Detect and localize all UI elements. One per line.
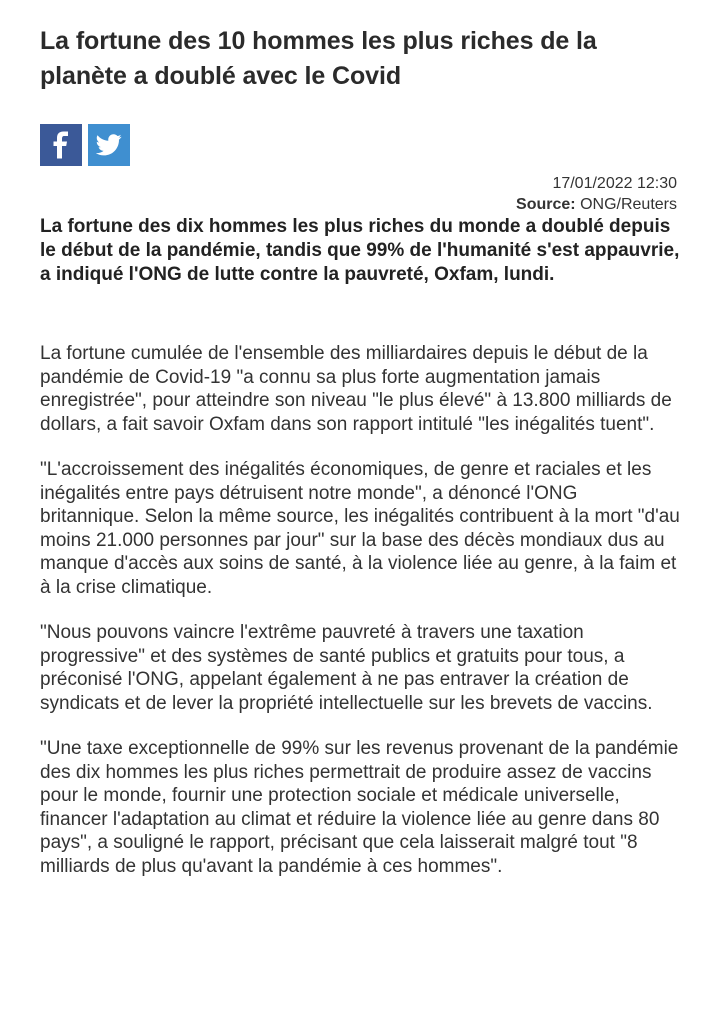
source-value: ONG/Reuters [580,196,677,213]
article-lead: La fortune des dix hommes les plus riches du monde a doublé depuis le début de la pandémie, tandis que 99% de l'humanité s'est appauvrie, a indiqué l'ONG de lutte contre la pauvreté, Oxfam, lundi. [40,216,680,285]
facebook-share-button[interactable] [40,124,82,166]
body-paragraph: "Une taxe exceptionnelle de 99% sur les revenus provenant de la pandémie des dix hommes les plus riches permettrait de produire assez de vaccins pour le monde, fournir une protection sociale et médicale universelle, financer l'adaptation au climat et réduire la violence liée au genre dans 80 pays", a souligné le rapport, précisant que cela laisserait malgré tout "8 milliards de plus qu'avant la pandémie à ces hommes". [40,738,679,877]
article-meta [40,173,680,215]
twitter-share-button[interactable] [88,124,130,166]
article-body [40,342,680,878]
article-title: La fortune des 10 hommes les plus riches de la planète a doublé avec le Covid [40,27,597,90]
article [40,24,680,900]
share-bar [40,124,680,166]
body-paragraph: La fortune cumulée de l'ensemble des milliardaires depuis le début de la pandémie de Covid-19 "a connu sa plus forte augmentation jamais enregistrée", pour atteindre son niveau "le plus élevé" à 13.800 milliards de dollars, a fait savoir Oxfam dans son rapport intitulé "les inégalités tuent". [40,343,672,435]
facebook-icon [51,131,71,159]
publish-date: 17/01/2022 12:30 [552,175,677,192]
twitter-icon [96,134,122,156]
body-paragraph: "L'accroissement des inégalités économiques, de genre et raciales et les inégalités entre pays détruisent notre monde", a dénoncé l'ONG britannique. Selon la même source, les inégalités contribuent à la mort "d'au moins 21.000 personnes par jour" sur la base des décès mondiaux dus au manque d'accès aux soins de santé, à la violence liée au genre, à la faim et à la crise climatique. [40,459,680,598]
source-label: Source: [516,196,576,213]
body-paragraph: "Nous pouvons vaincre l'extrême pauvreté à travers une taxation progressive" et des systèmes de santé publics et gratuits pour tous, a préconisé l'ONG, appelant également à ne pas entraver la création de syndicats et de lever la propriété intellectuelle sur les brevets de vaccins. [40,622,653,714]
source-line [40,194,677,215]
